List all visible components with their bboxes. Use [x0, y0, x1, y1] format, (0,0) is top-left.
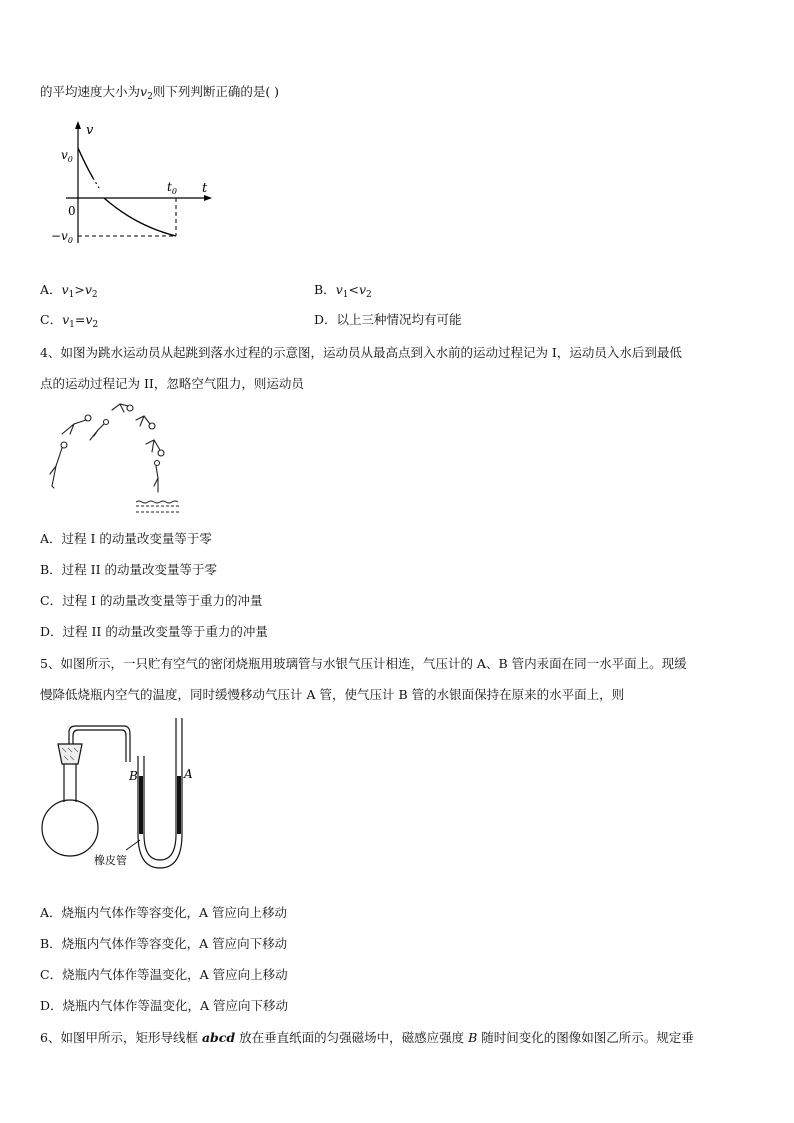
q3-stem-prefix: 的平均速度大小为 [40, 84, 141, 99]
graph-label-t: t [202, 181, 208, 196]
q6-stem-mid: 放在垂直纸面的匀强磁场中，磁感应强度 [235, 1030, 469, 1045]
q3-option-c-label: C． [40, 312, 63, 327]
flask-neck [64, 764, 76, 802]
label-rubber-tube: 橡皮管 [94, 854, 127, 867]
q4-option-d[interactable]: D．过程 II 的动量改变量等于重力的冲量 [40, 624, 268, 639]
graph-label-v0-main: v [61, 148, 68, 162]
graph-label-neg-v0 [51, 229, 73, 245]
q6-var-b: B [468, 1030, 478, 1045]
q3-option-a-l: v [61, 282, 69, 297]
q6-stem-prefix: 6、如图甲所示，矩形导线框 [40, 1030, 202, 1045]
mercury-column-a [177, 776, 181, 834]
q3-option-b-r: v [358, 282, 367, 297]
q5-option-d[interactable]: D．烧瓶内气体作等温变化，A 管应向下移动 [40, 998, 289, 1013]
graph-label-v0-sub: 0 [67, 155, 73, 164]
diver-pose-4 [112, 404, 133, 412]
graph-curve-lower [104, 198, 176, 236]
q3-option-b[interactable] [314, 282, 372, 303]
rubber-tube-pointer [126, 840, 140, 850]
q3-option-b-ls: 1 [342, 290, 349, 300]
q6-stem [40, 1030, 694, 1046]
q5-stem-line2: 慢降低烧瓶内空气的温度，同时缓慢移动气压计 A 管，使气压计 B 管的水银面保持在原来的水平面上，则 [40, 687, 625, 702]
q3-stem-suffix: 则下列判断正确的是( ) [152, 84, 280, 99]
graph-label-neg-v0-sub: 0 [67, 236, 73, 245]
graph-y-arrow-icon [75, 121, 81, 129]
diver-pose-6 [146, 440, 164, 456]
q3-option-b-label: B． [314, 282, 336, 297]
q3-option-a-r: v [84, 282, 92, 297]
graph-label-t0 [167, 180, 177, 196]
q3-option-c-op: = [74, 312, 86, 327]
graph-label-t0-main: t [167, 180, 172, 194]
q3-stem-var: v [140, 84, 148, 99]
label-tube-b: B [129, 769, 138, 783]
q4-stem-line1: 4、如图为跳水运动员从起跳到落水过程的示意图，运动员从最高点到入水前的运动过程记为 I，运动员入水后到最低 [40, 345, 682, 360]
q3-stem [40, 84, 279, 105]
q3-option-a[interactable] [40, 282, 98, 303]
q5-stem-line1: 5、如图所示，一只贮有空气的密闭烧瓶用玻璃管与水银气压计相连，气压计的 A、B 管内汞面在同一水平面上。现缓 [40, 656, 687, 671]
diver-pose-5 [136, 416, 155, 429]
q3-option-a-rs: 2 [91, 290, 98, 300]
graph-label-neg-v0-main: −v [51, 229, 68, 243]
graph-label-v: v [86, 123, 94, 138]
diver-pose-1 [50, 442, 67, 488]
q3-option-d-label: D． [314, 312, 337, 327]
q3-option-a-op: > [74, 282, 85, 297]
q3-option-b-l: v [335, 282, 343, 297]
flask-stopper [58, 744, 82, 764]
q5-option-b[interactable]: B．烧瓶内气体作等容变化，A 管应向下移动 [40, 936, 288, 951]
q3-option-c-l: v [62, 312, 70, 327]
mercury-column-b [139, 776, 143, 834]
q3-option-c-rs: 2 [92, 320, 99, 330]
diver-pose-7 [154, 461, 160, 493]
q4-stem-line2: 点的运动过程记为 II，忽略空气阻力，则运动员 [40, 376, 304, 391]
q3-option-c[interactable] [40, 312, 98, 333]
q6-stem-suffix: 随时间变化的图像如图乙所示。规定垂 [477, 1030, 694, 1045]
q3-option-b-rs: 2 [366, 290, 372, 300]
diver-pose-3 [90, 420, 109, 441]
q5-flask-manometer-figure [36, 716, 196, 876]
q3-option-d-text: 以上三种情况均有可能 [336, 312, 462, 327]
flask-bulb [42, 800, 98, 856]
label-tube-a: A [184, 767, 193, 781]
q3-option-d[interactable] [314, 312, 462, 328]
q3-stem-sub: 2 [147, 92, 153, 102]
graph-curve-dotted [93, 178, 99, 188]
water-surface [136, 501, 180, 512]
q3-option-a-label: A． [40, 282, 62, 297]
q3-option-c-r: v [85, 312, 93, 327]
diver-pose-2 [62, 415, 91, 434]
q5-option-a[interactable]: A．烧瓶内气体作等容变化，A 管应向上移动 [40, 905, 288, 920]
q4-option-a[interactable]: A．过程 I 的动量改变量等于零 [40, 531, 212, 546]
graph-label-origin: 0 [68, 204, 76, 218]
q3-vt-graph [46, 118, 226, 250]
q3-option-a-ls: 1 [68, 290, 75, 300]
q4-option-c[interactable]: C．过程 I 的动量改变量等于重力的冲量 [40, 593, 263, 608]
q3-option-b-op: < [348, 282, 359, 297]
graph-curve-upper [78, 148, 93, 178]
graph-label-t0-sub: 0 [171, 187, 177, 196]
rubber-tube-inner [144, 834, 176, 860]
q5-option-c[interactable]: C．烧瓶内气体作等温变化，A 管应向上移动 [40, 967, 288, 982]
q4-option-b[interactable]: B．过程 II 的动量改变量等于零 [40, 562, 218, 577]
q4-diver-figure [40, 396, 190, 520]
q3-option-c-ls: 1 [69, 320, 75, 330]
graph-label-v0 [61, 148, 73, 164]
q6-var-frame: abcd [201, 1030, 236, 1045]
